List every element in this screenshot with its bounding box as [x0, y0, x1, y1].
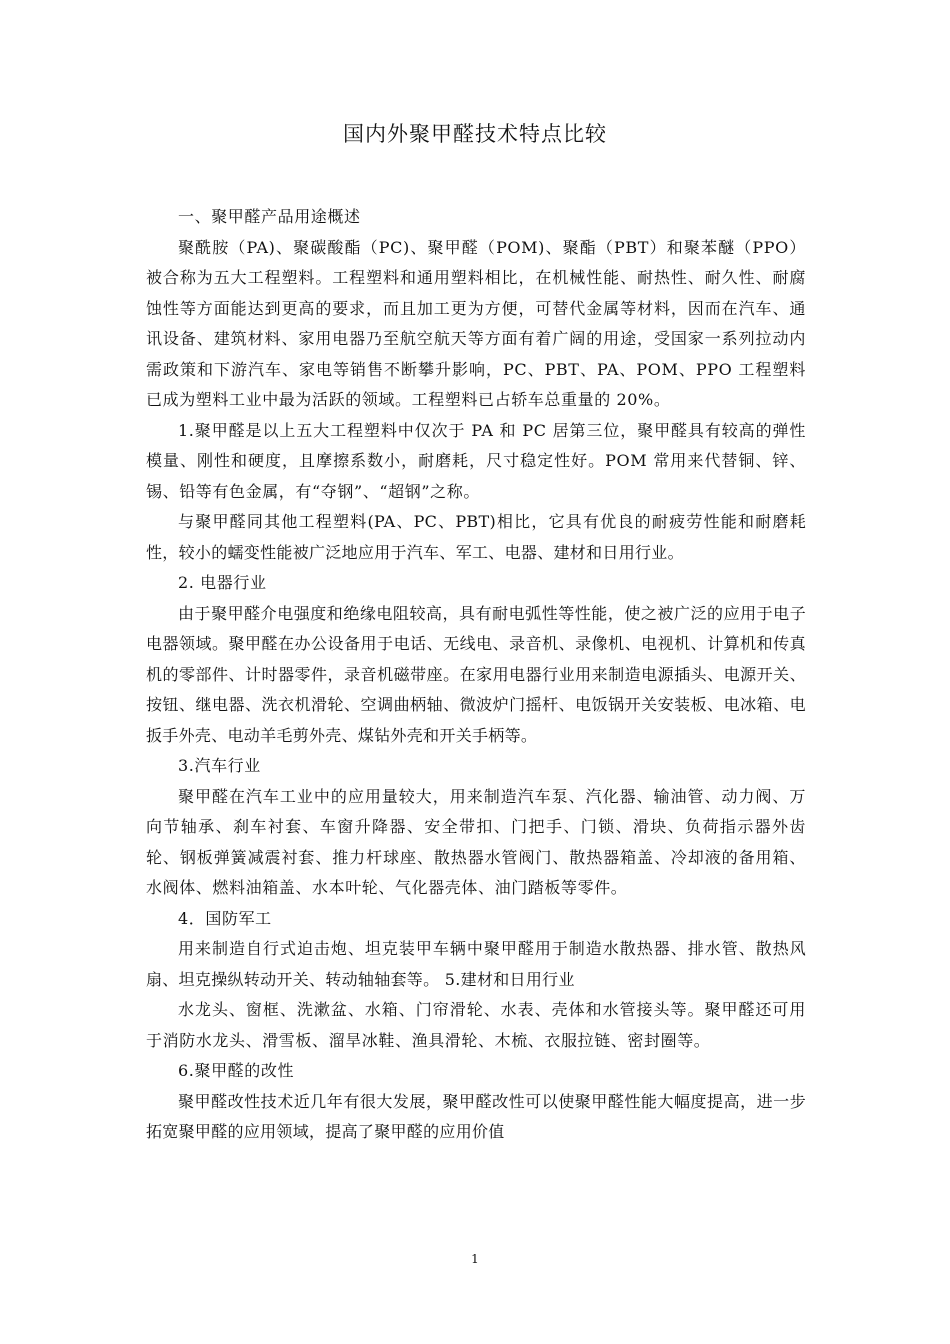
paragraph-engineering-plastics: 聚酰胺（PA)、聚碳酸酯（PC)、聚甲醛（POM)、聚酯（PBT）和聚苯醚（PPO）被合称为五大工程塑料。工程塑料和通用塑料相比，在机械性能、耐热性、耐久性、耐腐蚀性等方面能达到更高的要求，而且加工更为方便，可替代金属等材料，因而在汽车、通讯设备、建筑材料、家用电器乃至航空航天等方面有着广阔的用途，受国家一系列拉动内需政策和下游汽车、家电等销售不断攀升影响，PC、PBT、PA、POM、PPO 工程塑料已成为塑料工业中最为活跃的领域。工程塑料已占轿车总重量的 20%。 [146, 237, 806, 409]
paragraph-modification: 聚甲醛改性技术近几年有很大发展，聚甲醛改性可以使聚甲醛性能大幅度提高，进一步拓宽聚甲醛的应用领域，提高了聚甲醛的应用价值 [146, 1091, 806, 1141]
paragraph-automotive: 聚甲醛在汽车工业中的应用量较大，用来制造汽车泵、汽化器、输油管、动力阀、万向节轴承、刹车衬套、车窗升降器、安全带扣、门把手、门锁、滑块、负荷指示器外齿轮、钢板弹簧减震衬套、推力杆球座、散热器水管阀门、散热器箱盖、冷却液的备用箱、水阀体、燃料油箱盖、水本叶轮、气化器壳体、油门踏板等零件。 [146, 786, 806, 897]
paragraph-pom-properties: 1.聚甲醛是以上五大工程塑料中仅次于 PA 和 PC 居第三位，聚甲醛具有较高的弹性模量、刚性和硬度，且摩擦系数小，耐磨耗，尺寸稳定性好。POM 常用来代替铜、锌、锡、铅等有色金属，有“夺钢”、“超钢”之称。 [146, 420, 806, 501]
paragraph-pom-comparison: 与聚甲醛同其他工程塑料(PA、PC、PBT)相比，它具有优良的耐疲劳性能和耐磨耗性，较小的蠕变性能被广泛地应用于汽车、军工、电器、建材和日用行业。 [146, 512, 806, 562]
section-heading-modification: 6.聚甲醛的改性 [178, 1061, 295, 1080]
section-heading-overview: 一、聚甲醛产品用途概述 [178, 207, 361, 226]
paragraph-electrical: 由于聚甲醛介电强度和绝缘电阻较高，具有耐电弧性等性能，使之被广泛的应用于电子电器领域。聚甲醛在办公设备用于电话、无线电、录音机、录像机、电视机、计算机和传真机的零部件、计时器零件，录音机磁带座。在家用电器行业用来制造电源插头、电源开关、按钮、继电器、洗衣机滑轮、空调曲柄轴、微波炉门摇杆、电饭锅开关安装板、电冰箱、电扳手外壳、电动羊毛剪外壳、煤钻外壳和开关手柄等。 [146, 603, 806, 745]
paragraph-defense: 用来制造自行式迫击炮、坦克装甲车辆中聚甲醛用于制造水散热器、排水管、散热风扇、坦克操纵转动开关、转动轴轴套等。 5.建材和日用行业 [146, 939, 806, 989]
section-heading-defense: 4．国防军工 [178, 908, 272, 928]
section-heading-automotive: 3.汽车行业 [178, 756, 261, 775]
paragraph-building-daily: 水龙头、窗框、洗漱盆、水箱、门帘滑轮、水表、壳体和水管接头等。聚甲醛还可用于消防水龙头、滑雪板、溜旱冰鞋、渔具滑轮、木梳、衣服拉链、密封圈等。 [146, 1000, 806, 1050]
document-body [146, 202, 806, 1148]
page-number: 1 [471, 1252, 479, 1266]
document-title: 国内外聚甲醛技术特点比较 [343, 122, 607, 146]
section-heading-electrical: 2. 电器行业 [178, 573, 267, 592]
